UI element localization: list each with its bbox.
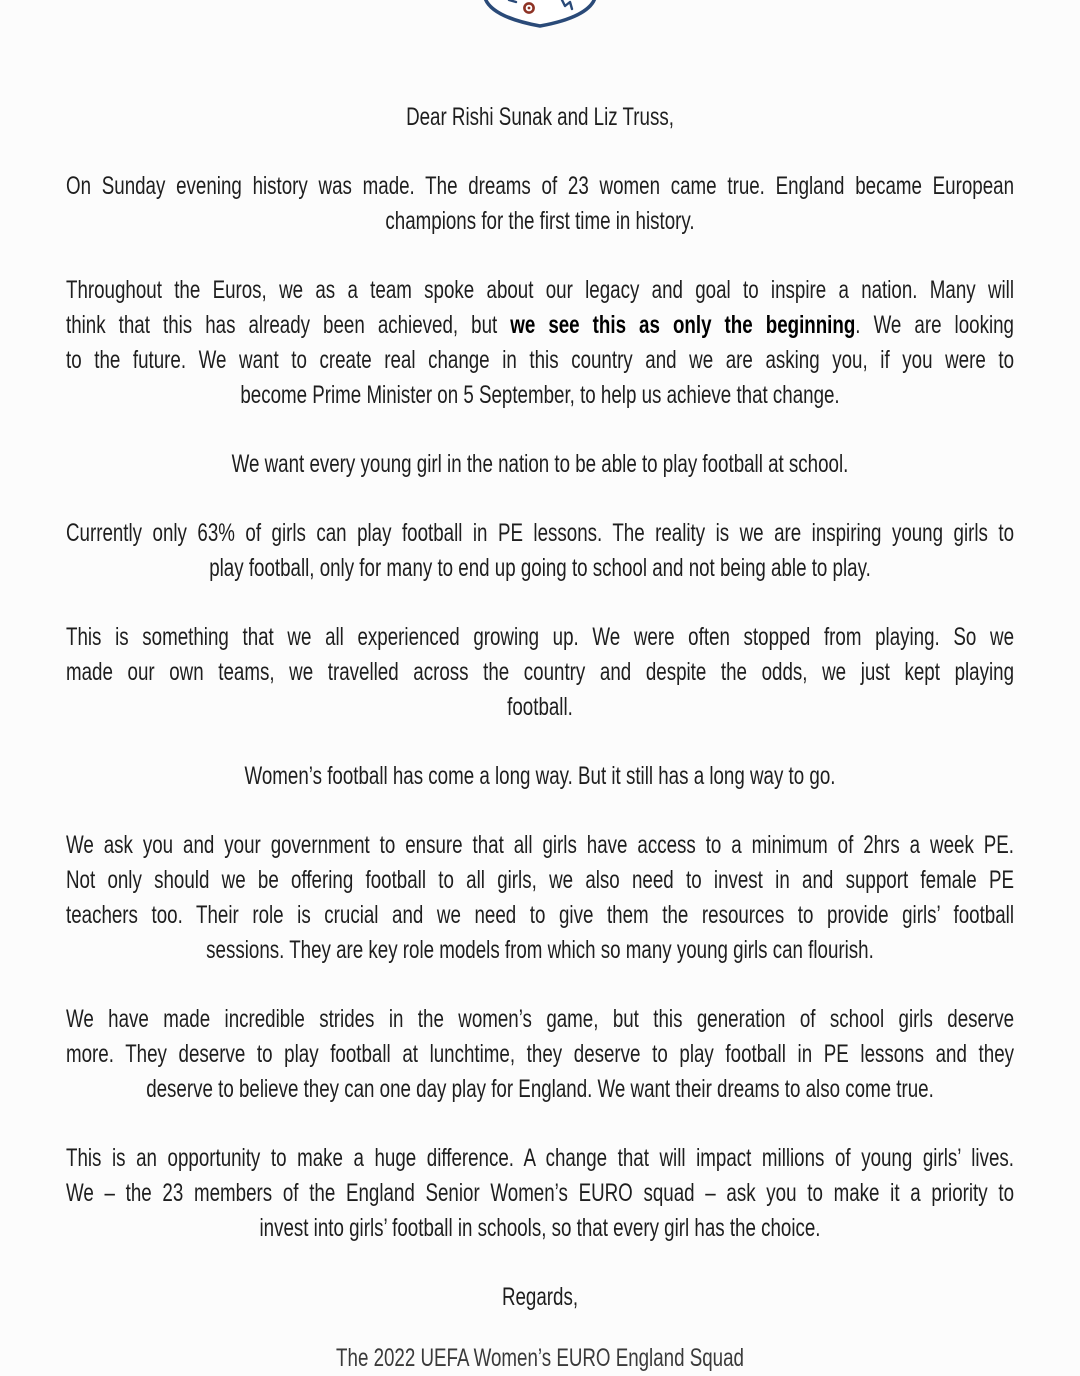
letter-line: football. [507,693,573,721]
letter-line: deserve to believe they can one day play for England. We want their dreams to also come true. [146,1075,934,1103]
letter-line: This is something that we all experienced growing up. We were often stopped from playing. So we [66,623,1014,651]
salutation-line: Dear Rishi Sunak and Liz Truss, [406,103,674,131]
letter-line: teachers too. Their role is crucial and we need to give them the resources to provide girls’ football [66,901,1014,929]
letter-paragraph [66,759,1014,794]
letter-line: This is an opportunity to make a huge difference. A change that will impact millions of young girls’ lives. [66,1144,1014,1172]
letter-line: made our own teams, we travelled across the country and despite the odds, we just kept playing [66,658,1014,686]
letter-paragraphs [66,169,1014,1246]
letter-line: We want every young girl in the nation to be able to play football at school. [231,450,849,478]
letter-paragraph [66,169,1014,239]
letter-paragraph [66,447,1014,482]
letter-line: Currently only 63% of girls can play football in PE lessons. The reality is we are inspiring young girls to [66,519,1014,547]
letter-line: Not only should we be offering football to all girls, we also need to invest in and support female PE [66,866,1014,894]
letter-paragraph [66,620,1014,725]
letter-line: to the future. We want to create real change in this country and we are asking you, if you were to [66,346,1014,374]
letter-line: Throughout the Euros, we as a team spoke about our legacy and goal to inspire a nation. Many will [66,276,1014,304]
letter-line: think that this has already been achieved, but we see this as only the beginning. We are looking [66,311,1014,339]
letter-paragraph [66,516,1014,586]
letter-line: We – the 23 members of the England Senior Women’s EURO squad – ask you to make it a priority to [66,1179,1014,1207]
letter-line: play football, only for many to end up going to school and not being able to play. [209,554,871,582]
letter-body [66,0,1014,1376]
letter-line: On Sunday evening history was made. The dreams of 23 women came true. England became European [66,172,1014,200]
signoff-line: Regards, [501,1283,579,1311]
letter-line: Women’s football has come a long way. But it still has a long way to go. [244,762,836,790]
letter-line: become Prime Minister on 5 September, to help us achieve that change. [240,381,840,409]
letter-paragraph [66,1002,1014,1107]
letter-line: more. They deserve to play football at lunchtime, they deserve to play football in PE lessons and they [66,1040,1014,1068]
letter-line: invest into girls’ football in schools, so that every girl has the choice. [259,1214,821,1242]
letter-line: We ask you and your government to ensure that all girls have access to a minimum of 2hrs a week PE. [66,831,1014,859]
letter-line: champions for the first time in history. [385,207,695,235]
letter-line: sessions. They are key role models from which so many young girls can flourish. [206,936,874,964]
letter-line: We have made incredible strides in the women’s game, but this generation of school girls deserve [66,1005,1014,1033]
letter-paragraph [66,828,1014,968]
letter-paragraph [66,273,1014,413]
letter-paragraph [66,1141,1014,1246]
squad-signature-line: The 2022 UEFA Women’s EURO England Squad [336,1344,744,1372]
